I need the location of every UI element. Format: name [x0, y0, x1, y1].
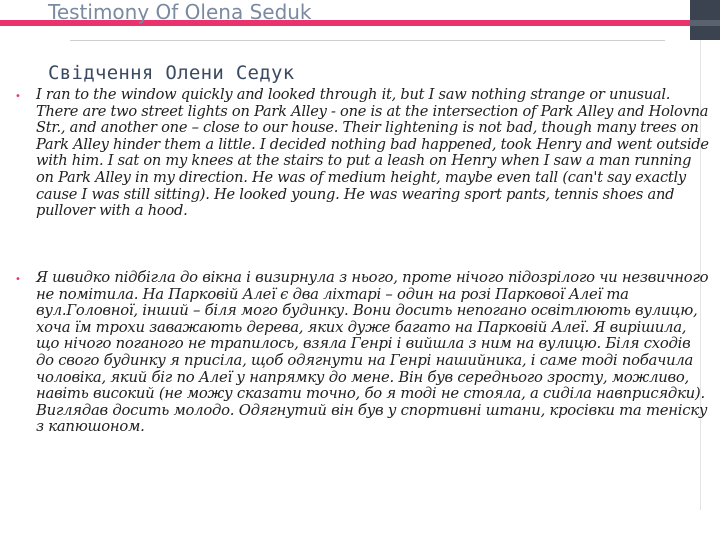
bullet-marker: • — [15, 91, 21, 102]
bullet-text-english: I ran to the window quickly and looked through it, but I saw nothing strange or unusual. There are two street lights on Park Alley - one is at the intersection of Park Alley and Holovna Str., and another one – close to our house. Their lightening is not bad, though many trees on Park Alley hinder them a little. I decided nothing bad happened, took Henry and went outside with him. I sat on my knees at the stairs to put a leash on Henry when I saw a man running on Park Alley in my direction. He was of medium height, maybe even tall (can't say exactly cause I was still sitting). He looked young. He was wearing sport pants, tennis shoes and pullover with a hood. — [36, 86, 709, 220]
bullet-text-ukrainian: Я швидко підбігла до вікна і визирнула з нього, проте нічого підозрілого чи незвичного не помітила. На Парковій Алеї є два ліхтарі – один на розі Паркової Алеї та вул.Головної, інший – біля мого будинку. Вони досить непогано освітлюють вулицю, хоча їм трохи заважають дерева, яких дуже багато на Парковій Алеї. Я вирішила, що нічого поганого не трапилось, взяла Генрі і вийшла з ним на вулицю. Біля сходів до свого будинку я присіла, щоб одягнути на Генрі нашийника, і саме тоді побачила чоловіка, який біг по Алеї у напрямку до мене. Він був середнього зросту, можливо, навіть високий (не можу сказати точно, бо я тоді не стояла, а сиділа навприсядки). Виглядав досить молодо. Одягнутий він був у спортивні штани, кросівки та теніску з капюшоном. — [36, 269, 709, 436]
corner-band — [690, 0, 720, 40]
title-divider — [70, 40, 665, 41]
previous-slide-title: Testimony Of Olena Seduk — [48, 0, 312, 24]
bullet-marker: • — [15, 274, 21, 285]
corner-band-stripe — [690, 20, 720, 26]
slide-title: Свідчення Олени Седук — [48, 62, 295, 84]
